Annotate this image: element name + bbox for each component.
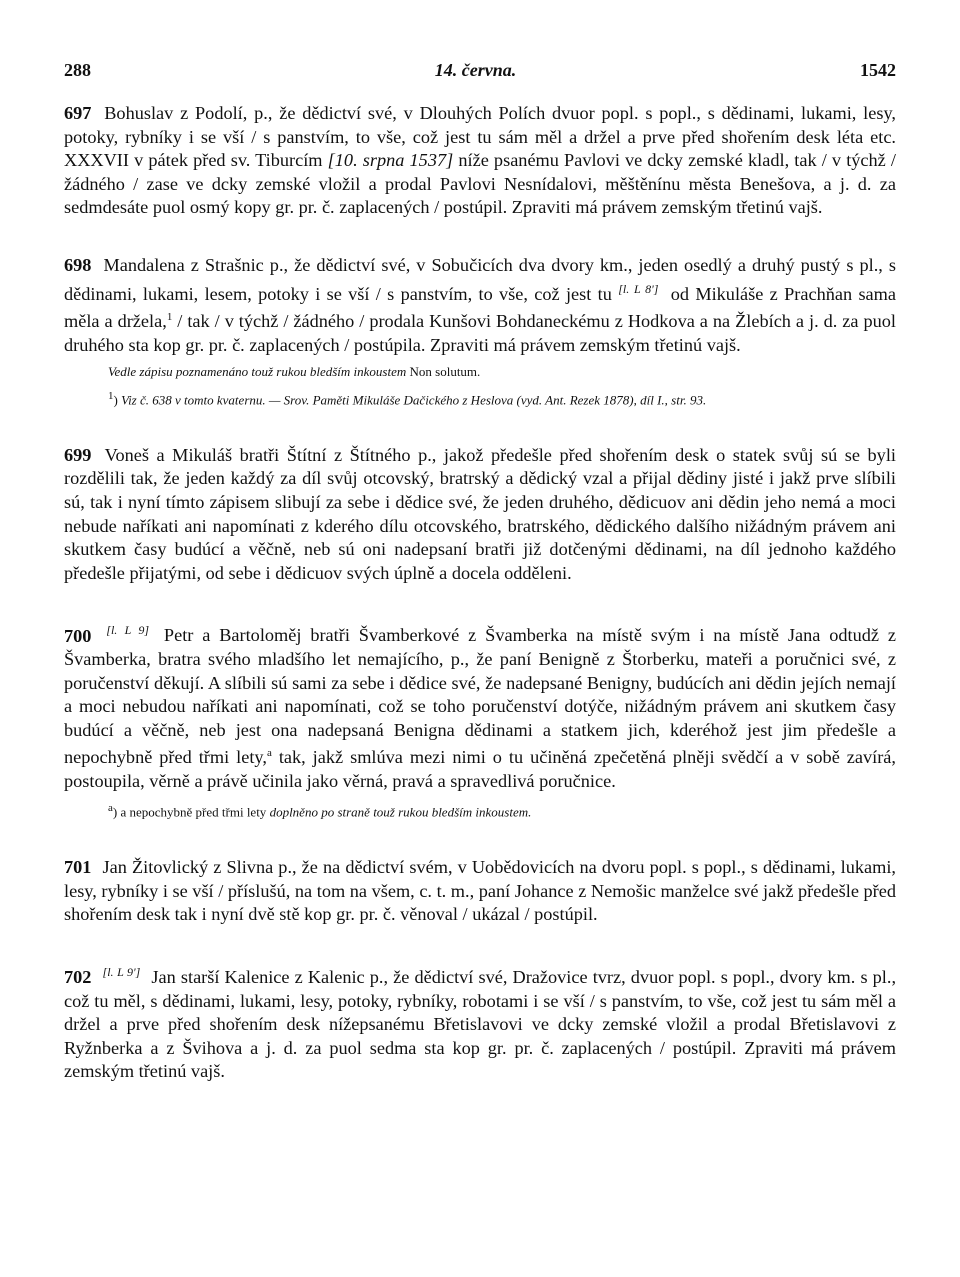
entry-text-cont: níže psanému Pavlovi ve dcky zemské kladl, tak / v týchž / žádného / zase ve dcky zemské vložil a prodal Pavlovi Nesnídalovi, měštěnínu města Benešova, a j. d. za sedmdesáte puol osmý kopy gr. pr. č. zaplacených / postúpil. Zpraviti má právem zemským třetinú vajš.: [64, 150, 896, 218]
footnote-number: a: [108, 801, 113, 814]
entry-text-cont: tak, jakž smlúva mezi nimi o tu učiněná zpečetěná plněji svědčí a v sobě zavírá, postoupila, věrně a právě učinila jako věrná, pravá a spravedlivá poručnice.: [64, 747, 896, 792]
entry-697: [64, 102, 896, 220]
note-plain: Non solutum.: [409, 363, 481, 379]
entry-text: Bohuslav z Podolí, p., že dědictví své, v Dlouhých Polích dvuor popl. s popl., s dědinami, lukami, lesy, potoky, rybníky i se vší / s panstvím, to vše, což jest tu sám měl a držel a prve před shořením desk léta etc. XXXVII v pátek před sv. Tiburcím: [64, 103, 896, 171]
document-page: [64, 60, 896, 1118]
entries: [64, 102, 896, 1084]
entry-text: Voneš a Mikuláš bratři Štítní z Štítného p., jakož předešle před shořením desk o statek svůj sú se byli rozdělili tak, že jeden každý za díl svůj otcovský, bratrský a dědický vzal a přijal dědiny jisté i jakž prve slíbili sú, tak i nyní tímto zápisem slibují za sebe i dědice své, že jeden druhého, dědicuov ani dědin jeho nemá a moci nebude naříkati ani napomínati z kderého dílu otcovského, bratrského, dědického dalšího nižádným právem ani skutkem časy budúcí a věčně, neb sú oni nadepsaní bratři již dotčenými dědinami, na díl jednoho každého předešle přijatými, od sebe i dědicuov svých úplně a docela odděleni.: [64, 444, 896, 583]
entry-date-note: [10. srpna 1537]: [327, 150, 454, 171]
entry-number: 701: [64, 857, 92, 878]
note-text: Vedle zápisu poznamenáno touž rukou bledším inkoustem: [108, 363, 407, 379]
entry-number: 698: [64, 254, 92, 275]
entry-702: [64, 961, 896, 1084]
entry-701: [64, 856, 896, 927]
entry-text-cont: od Mikuláše z Prachňan sama měla a držela,: [64, 283, 897, 332]
entry-text: Petr a Bartoloměj bratři Švamberkové z Švamberka na místě svým i na místě Jana odtudž z Švamberka, bratra svého mladšího let nemajícího, p., že paní Benigně z Štorberku, mateři a poručnici své, z poručenství děkují. A slíbili sú sami za sebe i dědice své, že nadepsané Benigny, budúcích ani dědin jejích nemají a moci nebudou naříkati ani napomínati, což se toho poručenství dotýče, nižádným právem ani skutkem časy budúcí a věčně, neb jest ona nadepsaná Benigna dědinami a statkem jich, kderéhož jest jim předešle a nepochybně před třmi lety,: [64, 625, 896, 768]
year: 1542: [859, 60, 896, 80]
entry-number: 700: [64, 625, 92, 646]
entry-text-cont2: / tak / v týchž / žádného / prodala Kunšovi Bohdaneckému z Hodkova a na Žlebích a j. d. za puol druhého sta kop gr. pr. č. zaplacených / postúpila. Zpraviti má právem zemským třetinú vajš.: [64, 311, 896, 355]
footnote-plain: ) a nepochybně před třmi lety: [112, 804, 267, 820]
entry-text: Mandalena z Strašnic p., že dědictví své, v Sobučicích dva dvory km., jeden osedlý a druhý pustý s pl., s dědinami, lukami, lesem, potoky i se vší / s panstvím, to vše, což jest tu: [64, 254, 896, 304]
entry-number: 697: [64, 103, 92, 123]
entry-number: 699: [64, 444, 92, 465]
entry-text: Jan starší Kalenice z Kalenic p., že dědictví své, Dražovice tvrz, dvuor popl. s popl., dvory km. s pl., což tu měl, s dědinami, lukami, lesy, potoky, rybníky, robotami i se vší / s panstvím, to vše, což jest tu sám měl a držel a prve před shořením desk nížepsanému Břetislavovi ve dcky zemské vložil a prodal Břetislavovi z Ryžnberka a z Švihova a j. d. za puol sedma sta kop gr. pr. č. zaplacených / postúpil. Zpraviti má právem zemským třetinú vajš.: [64, 966, 897, 1082]
page-title: 14. června.: [434, 60, 517, 80]
folio-ref: [l. L 8']: [618, 281, 659, 296]
entry-698: [64, 254, 896, 410]
footnote-mark: 1: [166, 311, 173, 324]
footnote-text: Viz č. 638 v tomto kvaternu. — Srov. Paměti Mikuláše Dačického z Heslova (vyd. Ant. Rezek 1878), díl I., str. 93.: [121, 391, 707, 407]
page-header: [64, 60, 896, 90]
footnote-text: doplněno po straně touž rukou bledším inkoustem.: [269, 804, 532, 820]
margin-note: [64, 362, 896, 382]
folio-ref: [l. L 9']: [102, 964, 141, 979]
footnote: $^1$) Viz č. 638 v tomto kvaternu. — Srov. Paměti Mikuláše Dačického z Heslova (vyd. Ant. Rezek 1878), díl I., str. 93.: [108, 389, 707, 407]
entry-text: Jan Žitovlický z Slivna p., že na dědictví svém, v Uobědovicích na dvoru popl. s popl., s dědinami, lukami, lesy, rybníky i se vší / příslušú, na tom na všem, c. t. m., paní Johance z Nemošic manželce své jakž předešle před shořením desk tak i nyní dvě stě kop gr. pr. č. věnoval / ukázal / postúpil.: [64, 857, 896, 925]
entry-number: 702: [64, 966, 92, 987]
footnote-number: 1: [108, 389, 114, 402]
page-number: 288: [64, 60, 91, 80]
footnote: [64, 798, 896, 822]
entry-700: [64, 619, 896, 822]
folio-ref: [l. L 9]: [106, 623, 150, 638]
footnote-mark: a: [266, 747, 272, 760]
entry-699: [64, 444, 896, 586]
